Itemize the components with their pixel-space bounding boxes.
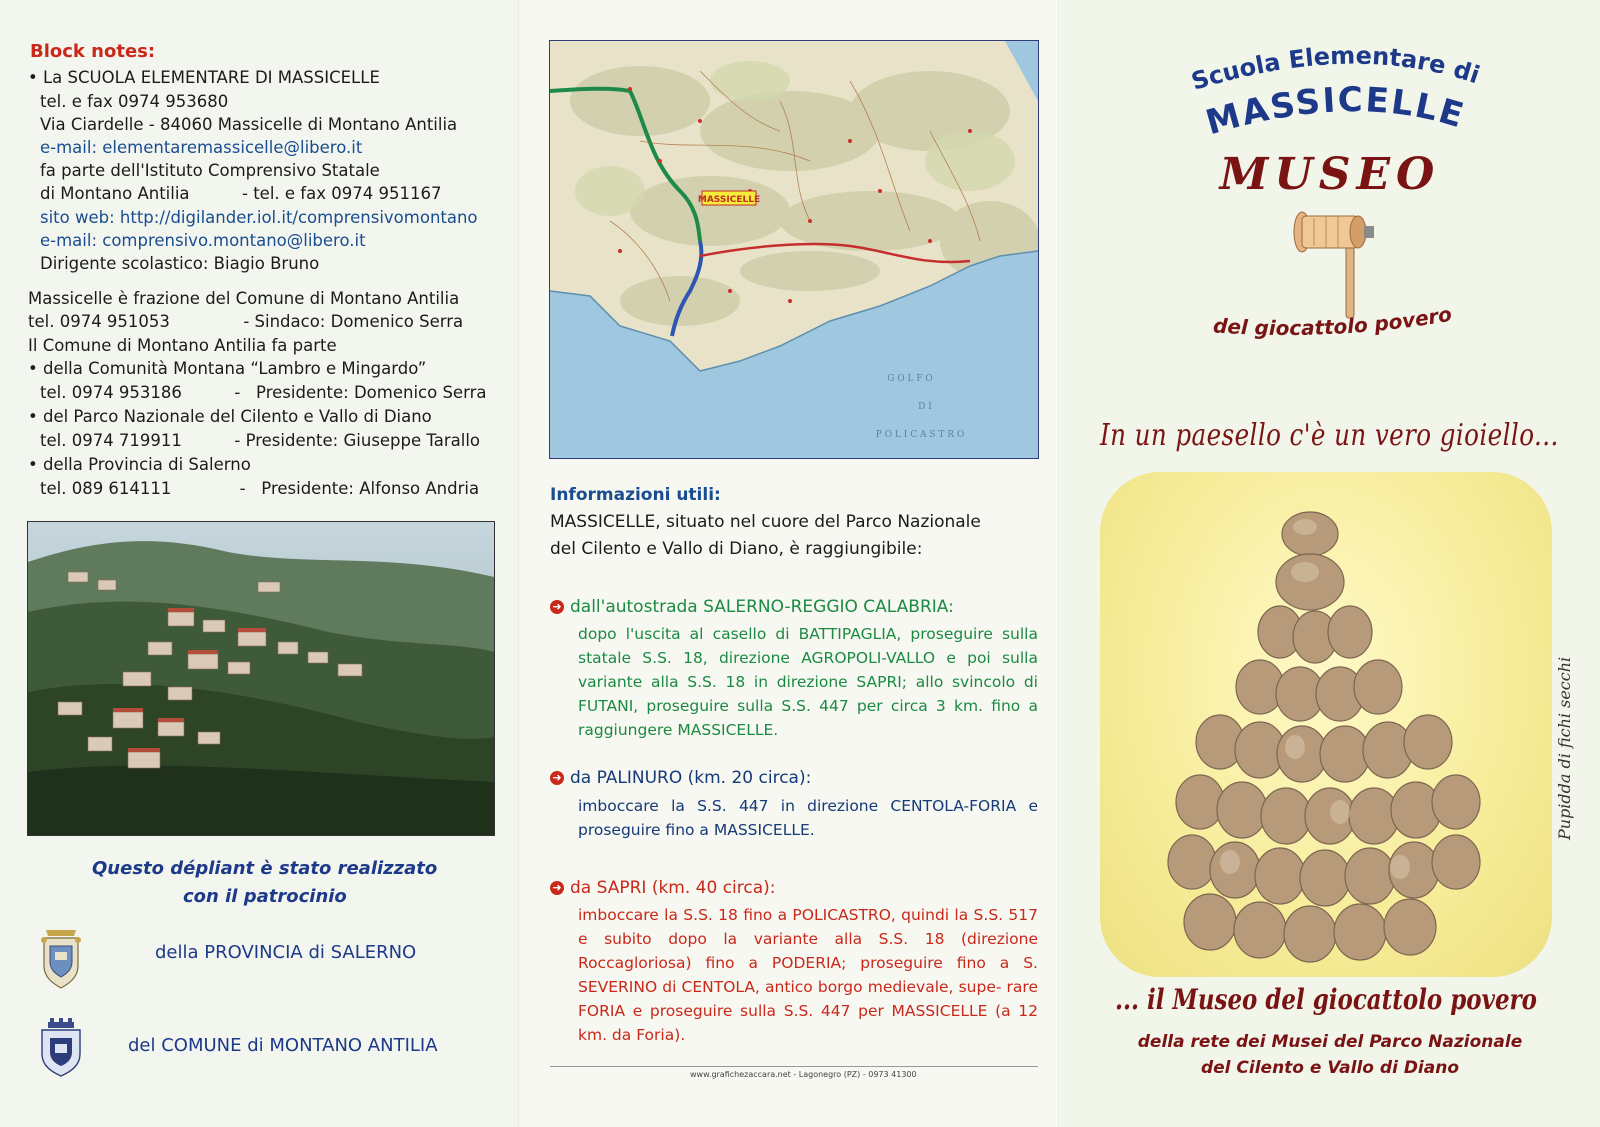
school-tel-line: tel. e fax 0974 953680 (40, 92, 229, 111)
dirigente-line: Dirigente scolastico: Biagio Bruno (40, 254, 320, 273)
school-name-line: • La SCUOLA ELEMENTARE DI MASSICELLE (28, 68, 380, 87)
footer-divider (550, 1066, 1038, 1067)
school-line-1: Scuola Elementare di (1188, 41, 1484, 96)
network-line-2: del Cilento e Vallo di Diano (1200, 1058, 1460, 1078)
middle-panel (520, 0, 1060, 1127)
printer-footer: www.grafichezaccara.net - Lagonegro (PZ) - 0973 41300 (690, 1070, 917, 1079)
comune-part-line: Il Comune di Montano Antilia fa parte (28, 336, 337, 355)
sponsor-line-1: Questo dépliant è stato realizzato (92, 858, 438, 879)
area-map (549, 40, 1039, 459)
provincia-line: • della Provincia di Salerno (28, 455, 251, 474)
istituto-email-link[interactable]: e-mail: comprensivo.montano@libero.it (40, 231, 366, 250)
route-1-title: ➜ dall'autostrada SALERNO-REGGIO CALABRIA: (550, 595, 954, 619)
block-notes-title: Block notes: (30, 41, 156, 62)
comune-tel-line: tel. 0974 951053 - Sindaco: Domenico Serra (28, 312, 464, 331)
route-2-body: imboccare la S.S. 447 in direzione CENTOLA-FORIA e proseguire fino a MASSICELLE. (578, 797, 1038, 839)
arrow-right-icon: ➜ (550, 881, 564, 895)
arrow-right-icon: ➜ (550, 771, 564, 785)
map-di-label: D I (918, 402, 932, 412)
website-link[interactable]: sito web: http://digilander.iol.it/comprensivomontano (40, 208, 478, 227)
comunita-line: • della Comunità Montana “Lambro e Mingardo” (28, 359, 427, 378)
left-panel (0, 0, 520, 1127)
network-line-1: della rete dei Musei del Parco Nazionale (1137, 1032, 1523, 1052)
right-panel (1060, 0, 1600, 1127)
info-intro-1: MASSICELLE, situato nel cuore del Parco Nazionale (550, 512, 981, 532)
comune-crest-icon (36, 1018, 86, 1078)
frazione-line: Massicelle è frazione del Comune di Montano Antilia (28, 289, 460, 308)
subtitle-arc (1060, 290, 1600, 360)
museo-title: MUSEO (1219, 149, 1441, 200)
route-1-body: dopo l'uscita al casello di BATTIPAGLIA, proseguire sulla statale S.S. 18, direzione AGROPOLI-VALLO e poi sulla variante alla S.S. 18 in direzione SAPRI; allo svincolo di FUTANI, proseguire sulla S.S. 447 per circa 3 km. fino a raggiungere MASSICELLE. (578, 625, 1038, 739)
map-massicelle-label: MASSICELLE (697, 195, 761, 205)
parco-line: • del Parco Nazionale del Cilento e Vallo di Diano (28, 407, 432, 426)
village-photo (27, 521, 495, 836)
provincia-crest-icon (38, 922, 84, 990)
sponsor-comune: del COMUNE di MONTANO ANTILIA (128, 1035, 438, 1056)
route-3-title: ➜ da SAPRI (km. 40 circa): (550, 876, 776, 900)
provincia-tel-line: tel. 089 614111 - Presidente: Alfonso Andria (40, 479, 480, 498)
sponsor-line-2: con il patrocinio (183, 886, 347, 907)
school-email-link[interactable]: e-mail: elementaremassicelle@libero.it (40, 138, 363, 157)
istituto-tel-line: di Montano Antilia - tel. e fax 0974 951167 (40, 184, 442, 203)
museo-subtitle: del giocattolo povero (1212, 301, 1454, 341)
istituto-line: fa parte dell'Istituto Comprensivo Statale (40, 161, 380, 180)
arrow-right-icon: ➜ (550, 600, 564, 614)
parco-tel-line: tel. 0974 719911 - Presidente: Giuseppe Tarallo (40, 431, 481, 450)
route-3-body: imboccare la S.S. 18 fino a POLICASTRO, quindi la S.S. 517 e subito dopo la variante alla S.S. 18 (direzione Roccagloriosa) fino a PODERIA; proseguire fino a S. SEVERINO di CENTOLA, antico borgo medievale, supe- rare FORIA e proseguire sulla S.S. 447 per MASSICELLE (a 12 km. da Foria). (578, 906, 1038, 1044)
school-title-arc (1060, 0, 1600, 160)
school-line-2: MASSICELLE (1201, 80, 1470, 144)
museum-title: ... il Museo del giocattolo povero (1115, 983, 1537, 1016)
comunita-tel-line: tel. 0974 953186 - Presidente: Domenico Serra (40, 383, 487, 402)
school-address-line: Via Ciardelle - 84060 Massicelle di Montano Antilia (40, 115, 458, 134)
sponsor-provincia: della PROVINCIA di SALERNO (155, 942, 417, 963)
info-intro-2: del Cilento e Vallo di Diano, è raggiungibile: (550, 539, 923, 559)
map-gulf-label: G O L F O (887, 374, 933, 384)
tagline: In un paesello c'è un vero gioiello... (1100, 418, 1559, 453)
map-policastro-label: P O L I C A S T R O (875, 430, 965, 440)
photo-caption: Pupidda di fichi secchi (1555, 656, 1574, 840)
info-title: Informazioni utili: (550, 485, 721, 505)
fig-doll-photo (1100, 472, 1552, 977)
route-2-title: ➜ da PALINURO (km. 20 circa): (550, 766, 811, 790)
